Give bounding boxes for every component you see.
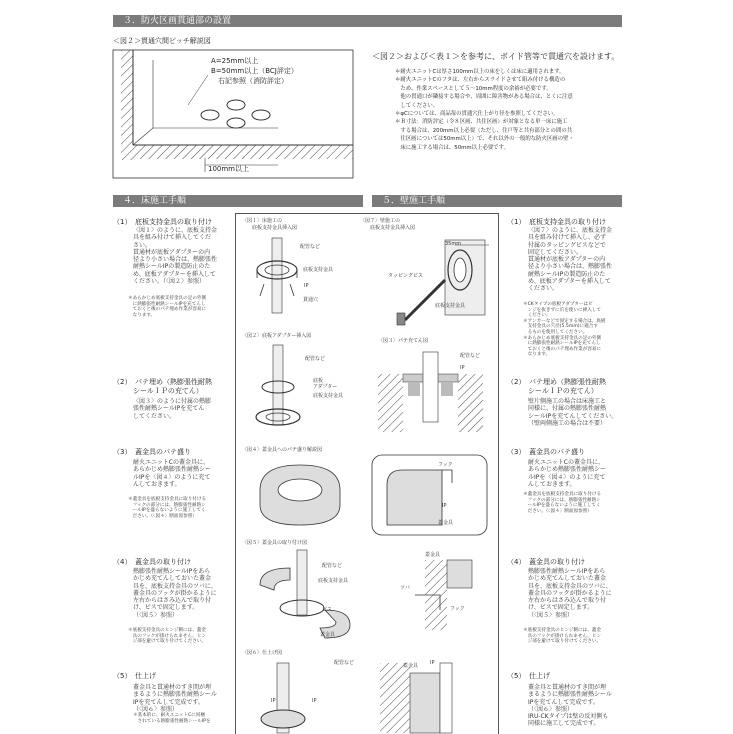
floor-step3-note: ＊蓋金具を底板支持金具に取り付ける フックの部分には、熱膨張性耐熱シ ールIPを盛らないように施工してく ださい。（〈図４〉断面図参照）	[128, 497, 207, 519]
wall-step3-title: （3） 蓋金具のパテ盛り	[507, 448, 585, 456]
section4-header: ４．床施工手順	[113, 195, 363, 207]
floor-step4-body: 熱膨張性耐熱シールIPをあら かじめ充てんしておいた蓋金 具を、底板支持金具のツバに、 蓋金具のフックが掛かるように 左右からはさみ込んで取り付 け、ビスで固定します。 （〈図５〉参照）	[133, 568, 217, 619]
fig7-label-35mm: 35mm	[445, 241, 462, 247]
fig4-drawing	[255, 460, 345, 530]
fig5-section-drawing	[405, 555, 485, 635]
wall-step3-body: 耐火ユニットCの蓋金具に、 あらかじめ熱膨張性耐熱シー ルIPを〈図４〉のように充て んしておきます。	[528, 459, 607, 488]
wall-step5-title: （5） 仕上げ	[507, 672, 550, 680]
fig4-title: 〈図４〉蓋金具へのパテ盛り解説図	[242, 447, 323, 453]
fig2-caption: ＜図２＞貫通穴間ピッチ解説図	[113, 37, 211, 45]
floor-step1-title: （1） 底板支持金具の取り付け	[113, 218, 212, 226]
floor-step5-title: （5） 仕上げ	[113, 672, 156, 680]
fig3-title: 〈図３〉パテ充てん図	[378, 338, 429, 344]
fig5-drawing	[250, 550, 360, 640]
pitch-label-c: 右記参照（消防評定）	[218, 77, 288, 85]
floor-step4-note: ＊底板支持金具のヒンジ側には、蓋金 具のフックが掛けられません。ヒン ジ部を避けて取り付けてください。	[128, 628, 207, 645]
floor-step2-title2: シールＩＰの充てん）	[133, 387, 203, 395]
fig5-label-haikan: 配管など	[322, 563, 343, 569]
fig2-label-sokoban: 底板支持金具	[313, 393, 344, 399]
fig6-drawing	[255, 663, 335, 733]
fig1-label-sokoban: 底板支持金具	[303, 267, 334, 273]
fig5-title: 〈図５〉蓋金具の取り付け図	[242, 540, 308, 546]
section5-header: ５．壁施工手順	[372, 195, 622, 207]
fig5-label-bisu: ビス	[322, 607, 333, 613]
fig4-label-hook: フック	[438, 462, 453, 468]
wall-step2-body: 壁片側施工の場合は床施工と 同様に、付属の熱膨張性耐熱 シールIPを充てんしてください。 （壁両側施工の場合は不要）	[528, 398, 618, 427]
fig3-label-haikan: 配管など	[460, 353, 481, 359]
fig4-label-futa: 蓋金具	[438, 520, 454, 526]
fig3-drawing	[378, 352, 488, 432]
fig5-label-hook: フック	[450, 606, 465, 612]
wall-step2-title: （2） パテ埋め（熱膨張性耐熱	[507, 378, 606, 386]
wall-step4-title: （4） 蓋金具の取り付け	[507, 558, 585, 566]
fig1-caption2: 底板支持金具挿入図	[242, 225, 298, 231]
wall-step1-note: ＊CKタイプの底板アダプターはビ ンジを抜きずに爪を使いに挿入して ください。 ＊アンカーなどで固定する場合は、底板 支持金具の穴径(5.5mm)に適合す るものを使用してください。 ＊あらかじめ底板支持金具の足の外側 に熱膨張性耐熱シールIPを充てんし ておくと後のパテ埋め作業が容易に なります。	[523, 302, 606, 358]
fig2-title: 〈図２〉底板アダプター挿入図	[242, 333, 312, 339]
fig5-label-futa2: 蓋金具	[425, 552, 441, 558]
fig2-label-adapter: 底板 アダプター	[313, 378, 338, 390]
wall-step3-note: ＊蓋金具を底板支持金具に取り付ける フックの部分には、熱膨張性耐熱シ ールIPを盛らないように施工してく ださい。（〈図４〉断面図参照）	[523, 492, 602, 514]
wall-step1-body: 〈図７〉のように、底板支持金 具を組み付けて挿入し、必ず 付属のタッピングビスなどで 固定してください。 貫通材が底板アダプターの内 径より小さい場合は、熱膨張性 耐熱シールIPの製造防止のた め、底板アダプターを挿入して ください。	[528, 227, 613, 293]
fig6-title: 〈図６〉仕上げ図	[242, 650, 283, 656]
fig7-caption2: 底板支持金具挿入図	[360, 225, 416, 231]
pitch-label-b: B=50mm以上（BCJ評定）	[211, 67, 298, 75]
fig6-section-drawing	[380, 663, 480, 733]
fig1-label-fukkan: 貫通穴	[303, 297, 319, 303]
wall-step1-title: （1） 底板支持金具の取り付け	[507, 218, 606, 226]
section3-notes: ＊耐火ユニットCは厚さ100mm以上の床をしくは床に適用されます。 ＊耐火ユニットCのフタは、左右からスライドさせて組み付ける構造の ため、作業スペースとして５～10mm程度の余裕が必要です。 他の貫通口が隣接する場合や、周囲に障害物がある場合は、とくに注意 してください。 ＊φCについては、商品毎の貫通穴仕上がり径を参照してください。 ＊Ｂ寸法：消防評定（令８区画、共住区画）が対象となる単一床に施工 する場合は、200mm以上必要（ただし、住戸等と共有部分との間の共 住区画については50mm以上）で、それ以外の一般的な防火区画の壁・ 床に施工する場合は、50mm以上必要です。	[395, 69, 574, 151]
floor-step2-body: 〈図３〉のように付属の熱膨 張性耐熱シールIPを充てん してください。	[133, 398, 212, 420]
fig7-caption: 〈図７〉壁施工の	[360, 218, 401, 224]
fig7-label-sokoban: 底板支持金具	[435, 303, 466, 309]
fig6-label-haikan: 配管など	[334, 660, 355, 666]
dim-100mm: 100mm以上	[208, 165, 249, 173]
fig5-label-tsuba: ツバ	[400, 585, 410, 591]
wall-step4-note: ＊底板支持金具のヒンジ側には、蓋金 具のフックが掛けられません。ヒン ジ部を避けて取り付けてください。	[523, 628, 602, 645]
fig6-label-futa: 蓋金具	[403, 663, 419, 669]
fig5-label-futa: 蓋金具	[320, 632, 336, 638]
section3-header: ３．防火区画貫通部の設置	[113, 15, 622, 27]
pitch-label-a: A=25mm以上	[211, 57, 259, 65]
floor-step3-body: 耐火ユニットCの蓋金具に、 あらかじめ熱膨張性耐熱シー ルIPを〈図４〉のように充て んしておきます。	[133, 459, 212, 488]
fig1-label-haikan: 配管など	[300, 244, 321, 250]
floor-step1-body: 〈図１〉のように、底板支持金 具を組み付けて挿入してくだ さい。 貫通材が底板アダプターの内 径より小さい場合は、熱膨張性 耐熱シールIPの製造防止のた め、底板アダプターを挿入して ください。（〈図２〉参照）	[133, 227, 218, 286]
wall-step4-body: 熱膨張性耐熱シールIPをあら かじめ充てんしておいた蓋金 具を、底板支持金具のツバに、 蓋金具のフックが掛かるように 左右からはさみ込んで取り付 け、ビスで固定します。 （〈図５〉参照）	[528, 568, 612, 619]
floor-step1-note: ＊あらかじめ底板支持金具の足の外側 に熱膨張性耐熱シールIPを充てんし ておくと後のパテ埋め作業が容易に なります。	[128, 296, 207, 318]
wall-step2-title2: シールＩＰの充てん）	[528, 387, 598, 395]
fig1-drawing	[250, 238, 320, 318]
section3-lead: ＜図２＞および＜表１＞を参考に、ボイド管等で貫通穴を設けます。	[372, 52, 620, 61]
fig4-section-drawing	[372, 455, 487, 535]
floor-step4-title: （4） 蓋金具の取り付け	[113, 558, 191, 566]
floor-step3-title: （3） 蓋金具のパテ盛り	[113, 448, 191, 456]
fig6-label-ip-section: IP	[430, 660, 435, 666]
floor-step5-body: 蓋金具と貫通材のすき間が埋 まるように熱膨張性耐熱シール IPを充てんして完成です。 （〈図６〉参照） ＊基本的に、耐火ユニットCに同梱 されている熱膨張性耐熱シールIPを	[133, 684, 217, 724]
fig6-label-ip-right: IP	[312, 698, 317, 704]
wall-step5-body: 蓋金具と貫通材のすき間が埋 まるように熱膨張性耐熱シール IPを充てんして完成です。 （〈図６〉参照） IRU-CKタイプは壁の反対側も 同様に施工して完成です。	[528, 684, 612, 728]
floor-step2-title: （2） パテ埋め（熱膨張性耐熱	[113, 378, 212, 386]
fig2-label-haikan: 配管など	[305, 356, 326, 362]
fig3-label-ip: IP	[460, 365, 465, 371]
fig4-label-ip: IP	[442, 503, 447, 509]
fig1-caption: 〈図１〉床施工の	[242, 218, 283, 224]
fig6-label-ip-left: IP	[271, 698, 276, 704]
fig7-label-tapping: タッピングビス	[388, 273, 423, 279]
fig5-label-sokoban: 底板支持金具	[318, 578, 349, 584]
fig1-label-ip: IP	[304, 283, 309, 289]
